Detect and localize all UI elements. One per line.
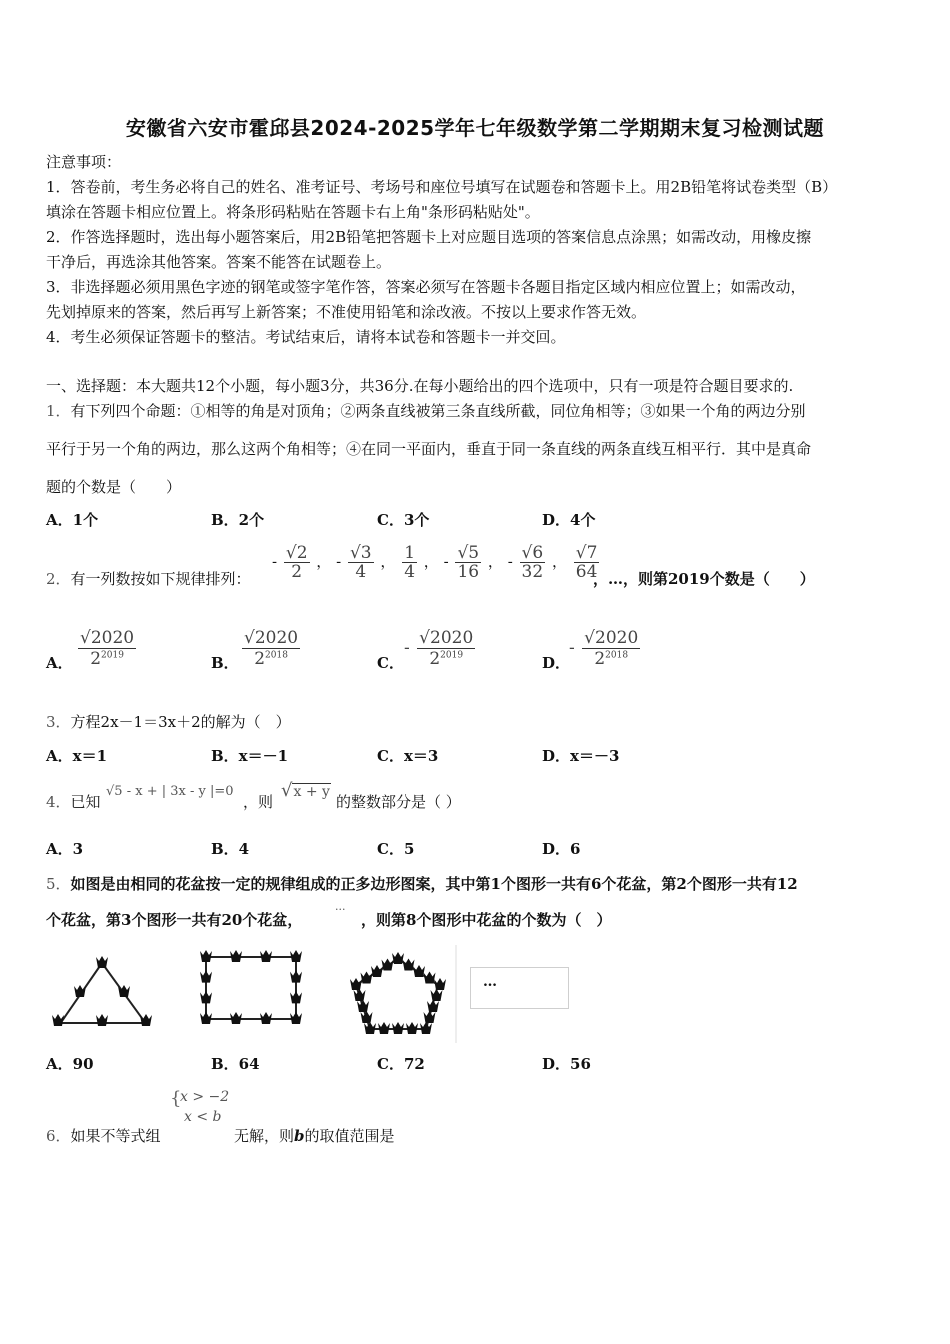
exponent: 2019 [101,650,124,661]
fraction [284,544,310,581]
ellipsis: ··· [335,903,346,916]
notice-line: 1．答卷前，考生务必将自己的姓名、准考证号、考场号和座位号填写在试题卷和答题卡上。用2B铅笔将试卷类型（B） [46,178,838,196]
flowerpot-icon [200,991,212,1003]
denominator: 2 [291,562,303,582]
flowerpot-icon [364,1022,376,1034]
sqrt-sign: √ [244,628,255,648]
flowerpot-icon [200,971,212,983]
option-d[interactable]: D．x＝－3 [542,747,620,765]
question-text: 平行于另一个角的两边，那么这两个角相等；④在同一平面内，垂直于同一条直线的两条直线互相平行．其中是真命 [46,440,812,458]
base: 2 [429,649,441,669]
radicand: 2020 [595,628,639,648]
question-text: 如果不等式组 [70,1127,161,1145]
question-number: 1． [46,402,71,420]
denominator: 32 [521,562,544,582]
question-text: 如图是由相同的花盆按一定的规律组成的正多边形图案，其中第1个图形一共有6个花盆，第2个图形一共有12 [70,875,798,893]
option-d[interactable]: D．4个 [542,511,596,529]
fraction [455,544,481,581]
flowerpot-figures [46,945,476,1043]
fraction [520,544,546,581]
square-figure [206,957,296,1019]
ellipsis-box [470,967,569,1009]
flowerpot-icon [427,1000,439,1012]
notice-line: 2．作答选择题时，选出每小题答案后，用2B铅笔把答题卡上对应题目选项的答案信息点涂黑；如需改动，用橡皮擦 [46,228,812,246]
question-text: 的取值范围是 [304,1127,395,1145]
separator: ， [551,552,567,571]
flowerpot-icon [361,972,373,984]
flowerpot-icon [350,978,362,990]
numerator: √2 [285,543,308,563]
option-d[interactable]: D．6 [542,840,581,858]
sqrt-sign: √ [106,784,115,799]
question-3-line [46,711,291,732]
question-5-line [46,873,798,894]
base: 2 [90,649,102,669]
flowerpot-icon [424,972,436,984]
minus-sign: - [336,552,342,571]
option-a[interactable]: A．1个 [46,511,99,529]
option-c[interactable]: C．x＝3 [377,747,439,765]
option-b-value[interactable] [240,628,302,669]
flowerpot-icon [403,959,415,971]
flowerpot-icon [371,965,383,977]
fraction [402,544,417,581]
flowerpot-icon [96,956,108,968]
question-text: 有一列数按如下规律排列： [70,570,251,588]
question-text: ，…，则第2019个数是（ ） [593,570,815,588]
flowerpot-icon [140,1014,152,1026]
flowerpot-icon [434,978,446,990]
flowerpot-icon [290,1012,302,1024]
flowerpot-icon [290,991,302,1003]
radicand: 2020 [90,628,135,648]
question-2-line [46,568,251,589]
question-number: 3． [46,713,71,731]
question-number: 5． [46,875,71,893]
numerator: √3 [349,543,372,563]
flowerpot-icon [382,959,394,971]
flowerpot-icon [431,989,443,1001]
minus-sign: - [443,552,449,571]
question-number: 2． [46,570,71,588]
triangle-figure [58,963,148,1023]
base: 2 [594,649,606,669]
option-c-value[interactable] [404,628,477,669]
question-6-tail [234,1125,395,1146]
option-b[interactable]: B．2个 [211,511,265,529]
sqrt-sign: √ [419,628,430,648]
brace-icon: { [170,1088,182,1109]
ellipsis: … [483,974,497,990]
option-a-label[interactable]: A． [46,654,73,672]
minus-sign: - [272,552,278,571]
fraction [348,544,374,581]
option-b-label[interactable]: B． [211,654,239,672]
flowerpot-icon [361,1011,373,1023]
option-a[interactable]: A．90 [46,1055,94,1073]
option-c[interactable]: C．72 [377,1055,425,1073]
page-title: 安徽省六安市霍邱县2024-2025学年七年级数学第二学期期末复习检测试题 [125,116,825,140]
flowerpot-icon [413,965,425,977]
numerator: √7 [575,543,598,563]
notice-line: 干净后，再选涂其他答案。答案不能答在试题卷上。 [46,253,392,271]
flowerpot-icon [357,1000,369,1012]
question-4-line [46,791,101,812]
option-b[interactable]: B．64 [211,1055,260,1073]
flowerpot-icon [260,1012,272,1024]
option-c-label[interactable]: C． [377,654,404,672]
exponent: 2019 [440,650,464,661]
question-text: 有下列四个命题：①相等的角是对顶角；②两条直线被第三条直线所截，同位角相等；③如果一个角的两边分别 [70,402,806,420]
option-d-label[interactable]: D． [542,654,571,672]
question-number: 6． [46,1127,71,1145]
flowerpot-icon [74,985,86,997]
notice-line: 4．考生必须保证答题卡的整洁。考试结束后，请将本试卷和答题卡一并交回。 [46,328,566,346]
base: 2 [254,649,266,669]
flowerpot-icon [406,1022,418,1034]
flowerpot-icon [52,1014,64,1026]
question-text: 无解，则 [234,1127,295,1145]
flowerpot-icon [200,1012,212,1024]
option-b[interactable]: B．x＝－1 [211,747,289,765]
numerator: √5 [457,543,480,563]
variable-b: b [294,1127,305,1145]
flowerpot-icon [230,1012,242,1024]
flowerpot-icon [392,952,404,964]
denominator: 64 [575,562,598,582]
notice-line: 先划掉原来的答案，然后再写上新答案；不准使用铅笔和涂改液。不按以上要求作答无效。 [46,303,647,321]
notice-line: 填涂在答题卡相应位置上。将条形码粘贴在答题卡右上角"条形码粘贴处"。 [46,203,540,221]
flowerpot-icon [420,1022,432,1034]
option-c[interactable]: C．5 [377,840,415,858]
flowerpot-icon [378,1022,390,1034]
notice-heading: 注意事项： [46,153,122,171]
flowerpot-icon [392,1022,404,1034]
question-text: ，则第8个图形中花盆的个数为（ ） [361,911,612,929]
question-text: ，则 [243,793,274,811]
option-d[interactable]: D．56 [542,1055,591,1073]
flowerpot-icon [260,950,272,962]
flowerpot-icon [290,950,302,962]
question-number: 4． [46,793,71,811]
option-a[interactable]: A．x＝1 [46,747,108,765]
sqrt-sign: √ [281,780,293,801]
option-a[interactable]: A．3 [46,840,84,858]
question-text: 方程2x－1＝3x＋2的解为（ ） [70,713,291,731]
separator: ， [487,552,503,571]
radicand: x + y [293,784,330,800]
inequality-2: x < b [184,1109,222,1125]
option-b[interactable]: B．4 [211,840,250,858]
minus-sign: - [404,638,410,658]
question-text: 的整数部分是（ ） [336,793,461,811]
sqrt-sign: √ [584,628,595,648]
separator: ， [380,552,396,571]
sequence-expression [272,544,601,581]
question-text: 个花盆，第3个图形一共有20个花盆， [46,911,303,929]
flowerpot-icon [424,1011,436,1023]
radicand: 2020 [254,628,299,648]
minus-sign: - [569,638,575,658]
flowerpot-icon [230,950,242,962]
denominator: 16 [457,562,480,582]
notice-line: 3．非选择题必须用黑色字迹的钢笔或签字笔作答，答案必须写在答题卡各题目指定区域内相应位置上；如需改动， [46,278,806,296]
separator: ， [423,552,439,571]
numerator: 1 [404,543,416,563]
question-1-line [46,400,806,421]
exponent: 2018 [265,650,288,661]
inequality-1: x > −2 [180,1089,230,1105]
sqrt-sign: √ [80,628,91,648]
question-6-line [46,1125,161,1146]
expression: 5 - x + | 3x - y |=0 [114,784,234,799]
exponent: 2018 [605,650,629,661]
numerator: √6 [521,543,544,563]
option-a-value[interactable] [76,628,138,669]
flowerpot-icon [290,971,302,983]
separator: ， [316,552,332,571]
minus-sign: - [507,552,513,571]
math-expression-1 [106,784,234,799]
question-text: 题的个数是（ ） [46,478,182,496]
flowerpot-icon [200,950,212,962]
option-c[interactable]: C．3个 [377,511,430,529]
radicand: 2020 [430,628,474,648]
question-text: 已知 [70,793,101,811]
section-heading: 一、选择题：本大题共12个小题，每小题3分，共36分.在每小题给出的四个选项中，只有一项是符合题目要求的. [46,377,794,395]
denominator: 4 [355,562,367,582]
option-d-value[interactable] [569,628,642,669]
flowerpot-icon [354,989,366,1001]
flowerpot-icon [96,1014,108,1026]
denominator: 4 [404,562,416,582]
math-expression-2 [281,780,331,801]
